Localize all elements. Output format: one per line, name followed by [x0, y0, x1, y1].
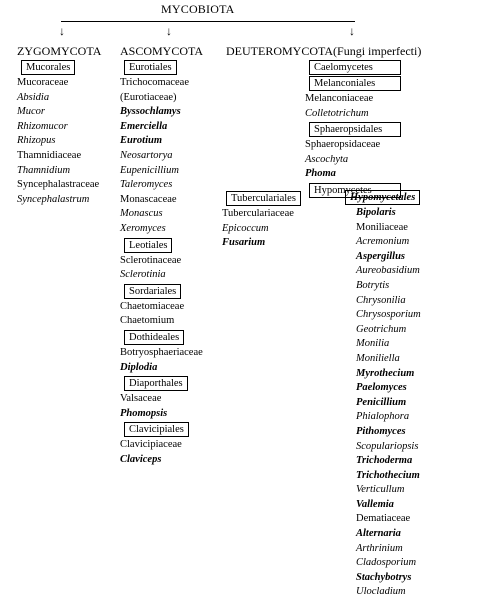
taxon-entry: Chrysonilia [356, 294, 406, 306]
order-box: Sphaeropsidales [309, 122, 401, 137]
taxon-entry: (Eurotiaceae) [120, 91, 177, 103]
taxon-entry: Melanconiaceae [305, 93, 374, 104]
taxon-entry: Trichoderma [356, 455, 413, 467]
taxon-entry: Rhizopus [17, 135, 56, 147]
phylum-ascomycota: ASCOMYCOTA [120, 44, 204, 58]
taxon-entry: Sclerotinaceae [120, 254, 182, 266]
taxon-entry: Fusarium [222, 237, 266, 249]
taxon-entry: Thamnidiaceae [17, 149, 82, 161]
taxon-entry: Geotrichum [356, 323, 407, 335]
taxon-entry: Chrysosporium [356, 309, 421, 321]
taxon-entry: Aureobasidium [356, 265, 420, 277]
taxon-entry: Botrytis [356, 279, 390, 291]
taxon-entry: Mucor [17, 106, 45, 118]
taxon-entry: Verticullum [356, 484, 405, 496]
taxon-entry: Byssochlamys [120, 106, 181, 118]
taxon-entry: Syncephalastraceae [17, 179, 100, 191]
taxon-entry: Pithomyces [356, 425, 406, 437]
taxon-entry: Chaetomiaceae [120, 300, 185, 312]
hypomycetales-column [356, 206, 421, 600]
order-box: Tuberculariales [226, 191, 301, 206]
order-box: Sordariales [124, 284, 181, 299]
order-box: Melanconiales [309, 76, 401, 91]
taxon-entry: Colletotrichum [305, 107, 369, 119]
hypomycetales-label: Hypomycetales [350, 192, 416, 203]
taxon-entry: Moniliella [356, 352, 400, 364]
taxon-entry: Stachybotrys [356, 571, 412, 583]
taxon-entry: Emerciella [120, 120, 168, 132]
arrow-deuteromycota: ↓ [349, 24, 355, 38]
order-box: Caelomycetes [309, 60, 401, 75]
order-box: Dothideales [124, 330, 184, 345]
taxon-entry: Valsaceae [120, 393, 162, 405]
taxon-entry: Eupenicillium [120, 164, 179, 176]
taxon-entry: Penicillium [356, 396, 407, 408]
taxon-entry: Taleromyces [120, 179, 173, 191]
root-connector-line [61, 21, 355, 22]
taxon-entry: Acremonium [356, 236, 410, 248]
phylum-zygomycota: ZYGOMYCOTA [17, 44, 102, 58]
order-box: Diaporthales [124, 376, 188, 391]
taxon-entry: Thamnidium [17, 164, 71, 176]
taxon-entry: Cladosporium [356, 557, 417, 569]
zygomycota-column [17, 59, 99, 207]
ascomycota-column [120, 59, 203, 467]
taxon-entry: Alternaria [356, 528, 401, 540]
taxon-entry: Aspergillus [356, 250, 406, 262]
taxon-entry: Tuberculariaceae [222, 208, 294, 219]
taxon-entry: Monascus [120, 208, 163, 220]
taxon-entry: Moniliaceae [356, 221, 408, 233]
deuteromycota-column [305, 59, 401, 199]
taxon-entry: Eurotium [120, 135, 163, 147]
order-box: Clavicipiales [124, 422, 189, 437]
arrow-ascomycota: ↓ [166, 24, 172, 38]
order-box: Mucorales [21, 60, 75, 75]
taxon-entry: Trichocomaceae [120, 77, 189, 88]
taxon-entry: Neosartorya [120, 149, 173, 161]
taxon-entry: Xeromyces [120, 222, 166, 234]
taxon-entry: Monascaceae [120, 193, 177, 205]
taxon-entry: Clavicipiaceae [120, 439, 182, 451]
arrow-zygomycota: ↓ [59, 24, 65, 38]
taxon-entry: Trichothecium [356, 469, 420, 481]
taxon-entry: Paelomyces [356, 382, 407, 394]
taxon-entry: Phoma [305, 168, 336, 180]
taxon-entry: Ulocladium [356, 586, 406, 598]
taxon-entry: Mucoraceae [17, 77, 69, 88]
taxon-entry: Sclerotinia [120, 269, 166, 281]
taxon-entry: Myrothecium [356, 367, 415, 379]
taxon-entry: Rhizomucor [17, 120, 68, 132]
taxon-entry: Botryosphaeriaceae [120, 346, 203, 358]
taxon-entry: Arthrinium [356, 542, 403, 554]
taxon-entry: Syncephalastrum [17, 193, 90, 205]
taxon-entry: Sphaeropsidaceae [305, 139, 381, 151]
taxon-entry: Chaetomium [120, 315, 175, 327]
taxon-entry: Monilia [356, 338, 390, 350]
phylum-deuteromycota: DEUTEROMYCOTA(Fungi imperfecti) [226, 44, 422, 58]
taxon-entry: Diplodia [120, 361, 158, 373]
tuberculariales-column [222, 190, 301, 251]
taxon-entry: Claviceps [120, 453, 162, 465]
taxon-entry: Epicoccum [222, 222, 269, 234]
order-box: Leotiales [124, 238, 172, 253]
taxon-entry: Vallemia [356, 498, 394, 510]
taxon-entry: Scopulariopsis [356, 440, 419, 452]
diagram-title: MYCOBIOTA [161, 2, 235, 16]
order-box: Hypomycetes [309, 183, 401, 198]
taxon-entry: Phomopsis [120, 407, 168, 419]
taxon-entry: Absidia [17, 91, 50, 103]
taxon-entry: Dematiaceae [356, 513, 411, 525]
hypomycetales-box [345, 190, 420, 205]
taxon-entry: Phialophora [356, 411, 410, 423]
taxon-entry: Bipolaris [356, 207, 396, 218]
taxon-entry: Ascochyta [305, 153, 349, 165]
order-box: Eurotiales [124, 60, 177, 75]
